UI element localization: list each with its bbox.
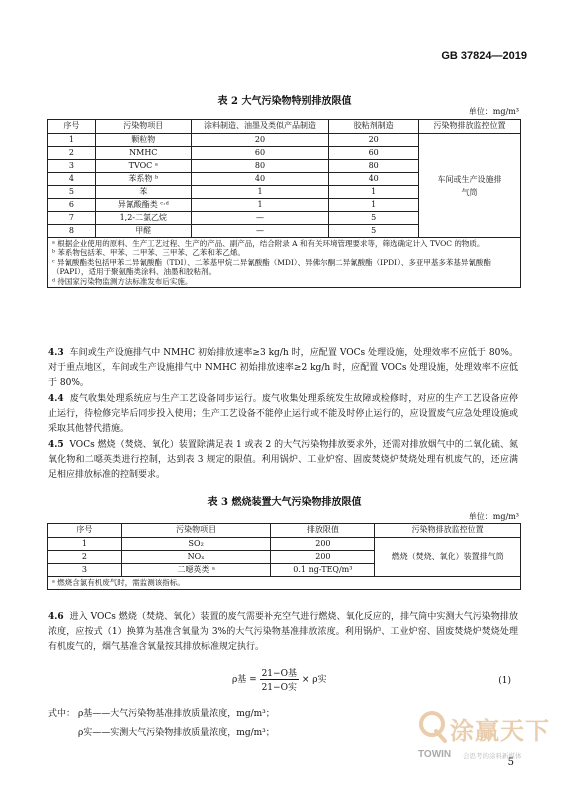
table2 <box>47 119 521 288</box>
page-number: 5 <box>507 757 514 768</box>
cell: 1 <box>191 199 329 212</box>
watermark-q-icon <box>418 709 448 745</box>
cell: 5 <box>329 212 419 225</box>
cell: 5 <box>329 225 419 238</box>
cell: 二噁英类 ᵃ <box>121 564 271 577</box>
note: ᵃ 根据企业使用的原料、生产工艺过程、生产的产品、副产品，结合附录 A 和有关环境管理要求等，筛选确定计入 TVOC 的物质。 <box>52 239 485 248</box>
cell: 1 <box>48 538 122 551</box>
formula-rhs: × ρ实 <box>301 675 327 685</box>
cell: 苯系物 ᵇ <box>95 173 191 186</box>
table-row <box>48 134 521 147</box>
cell: 4 <box>48 173 96 186</box>
cell: TVOC ᵃ <box>95 160 191 173</box>
table3 <box>47 523 521 590</box>
cell: 80 <box>329 160 419 173</box>
formula-lhs: ρ基 = <box>232 675 257 685</box>
cell: SO₂ <box>121 538 271 551</box>
clause-4-5: 4.5 VOCs 燃烧（焚烧、氧化）装置除满足表 1 或表 2 的大气污染物排放要求外，还需对排放烟气中的二氧化硫、氮氧化物和二噁英类进行控制，达到表 3 规定的限值。利用锅炉、工业炉窑、固废焚烧炉焚烧处理有机废气的，还应满足相应排放标准的控制要求。 <box>48 440 518 480</box>
note: ᵈ 待国家污染物监测方法标准发布后实施。 <box>52 276 193 286</box>
cell: 200 <box>271 538 375 551</box>
note: ᵇ 苯系物包括苯、甲苯、二甲苯、三甲苯、乙苯和苯乙烯。 <box>52 248 245 258</box>
watermark-text: 涂赢天下 <box>450 716 550 745</box>
formula-denominator: 21−O实 <box>261 683 297 693</box>
cell: 6 <box>48 199 96 212</box>
watermark-tagline: 会思考的涂料新媒体 <box>463 752 522 760</box>
table3-note: ᵃ 燃烧含氯有机废气时，需监测该指标。 <box>48 577 521 590</box>
cell: 20 <box>329 134 419 147</box>
table3-location: 燃烧（焚烧、氧化）装置排气筒 <box>375 538 521 577</box>
cell: 40 <box>329 173 419 186</box>
cell: 40 <box>191 173 329 186</box>
cell: 苯 <box>95 186 191 199</box>
cell: 1 <box>48 134 96 147</box>
clause-4-6: 4.6 进入 VOCs 燃烧（焚烧、氧化）装置的废气需要补充空气进行燃烧、氧化反应的，排气筒中实测大气污染物排放浓度，应按式（1）换算为基准含氧量为 3%的大气污染物基准排放浓度。利用锅炉、工业炉窑、固废焚烧炉焚烧处理有机废气的，烟气基准含氧量按其排放标准规定执行。 <box>48 612 518 652</box>
standard-number: GB 37824—2019 <box>441 50 527 62</box>
cell: 20 <box>191 134 329 147</box>
table2-title: 表 2 大气污染物特别排放限值 <box>217 96 352 107</box>
cell: 7 <box>48 212 96 225</box>
cell: 2 <box>48 147 96 160</box>
table2-header: 序号 <box>48 120 96 134</box>
cell: NMHC <box>95 147 191 160</box>
table3-header: 污染物项目 <box>121 524 271 538</box>
cell: NOₓ <box>121 551 271 564</box>
table2-header: 涂料制造、油墨及类似产品制造 <box>191 120 329 134</box>
table2-header: 胶粘剂制造 <box>329 120 419 134</box>
formula-definition-2: ρ实——实测大气污染物排放质量浓度，mg/m³； <box>78 728 275 738</box>
cell: 1 <box>329 186 419 199</box>
formula-1 <box>232 666 327 693</box>
table2-header: 污染物项目 <box>95 120 191 134</box>
table3-header: 序号 <box>48 524 122 538</box>
cell: 60 <box>191 147 329 160</box>
cell: — <box>191 212 329 225</box>
cell: 颗粒物 <box>95 134 191 147</box>
cell: 200 <box>271 551 375 564</box>
formula-definition-1: ρ基——大气污染物基准排放质量浓度，mg/m³； <box>78 709 275 719</box>
table3-header: 污染物排放监控位置 <box>375 524 521 538</box>
table3-header: 排放限值 <box>271 524 375 538</box>
cell: 3 <box>48 564 122 577</box>
table2-header: 污染物排放监控位置 <box>419 120 521 134</box>
cell: 异氰酸酯类 ᶜ·ᵈ <box>95 199 191 212</box>
table2-location: 车间或生产设施排气筒 <box>419 134 521 238</box>
table3-title: 表 3 燃烧装置大气污染物排放限值 <box>207 497 362 508</box>
table3-unit: 单位：mg/m³ <box>468 512 519 521</box>
table2-notes <box>48 238 521 288</box>
formula-numerator: 21−O基 <box>260 666 299 680</box>
cell: 5 <box>48 186 96 199</box>
clause-4-4: 4.4 废气收集处理系统应与生产工艺设备同步运行。废气收集处理系统发生故障或检修时，对应的生产工艺设备应停止运行，待检修完毕后同步投入使用；生产工艺设备不能停止运行或不能及时停止运行的，应设置废气应急处理设施或采取其他替代措施。 <box>48 394 518 434</box>
cell: — <box>191 225 329 238</box>
cell: 0.1 ng-TEQ/m³ <box>271 564 375 577</box>
note: ᶜ 异氰酸酯类包括甲苯二异氰酸酯（TDI）、二苯基甲烷二异氰酸酯（MDI）、异佛尔酮二异氰酸酯（IPDI）、多亚甲基多苯基异氰酸酯（PAPI），适用于聚氨酯类涂料、油墨和胶粘剂。 <box>52 257 491 277</box>
formula-where: 式中： <box>48 709 76 719</box>
watermark-logo <box>418 705 568 775</box>
cell: 8 <box>48 225 96 238</box>
cell: 80 <box>191 160 329 173</box>
cell: 1 <box>191 186 329 199</box>
clause-4-3: 4.3 车间或生产设施排气中 NMHC 初始排放速率≥3 kg/h 时，应配置 VOCs 处理设施，处理效率不应低于 80%。对于重点地区，车间或生产设施排气中 NMHC 初始排放速率≥2 kg/h 时，应配置 VOCs 处理设施，处理效率不应低于 80%。 <box>48 348 518 388</box>
formula-fraction <box>260 666 299 693</box>
table2-unit: 单位：mg/m³ <box>468 107 519 116</box>
cell: 1 <box>329 199 419 212</box>
watermark-brand: TOWIN <box>418 749 452 760</box>
cell: 甲醛 <box>95 225 191 238</box>
cell: 1,2-二氯乙烷 <box>95 212 191 225</box>
table-row <box>48 538 521 551</box>
cell: 60 <box>329 147 419 160</box>
cell: 2 <box>48 551 122 564</box>
equation-number: (1) <box>498 676 511 686</box>
cell: 3 <box>48 160 96 173</box>
